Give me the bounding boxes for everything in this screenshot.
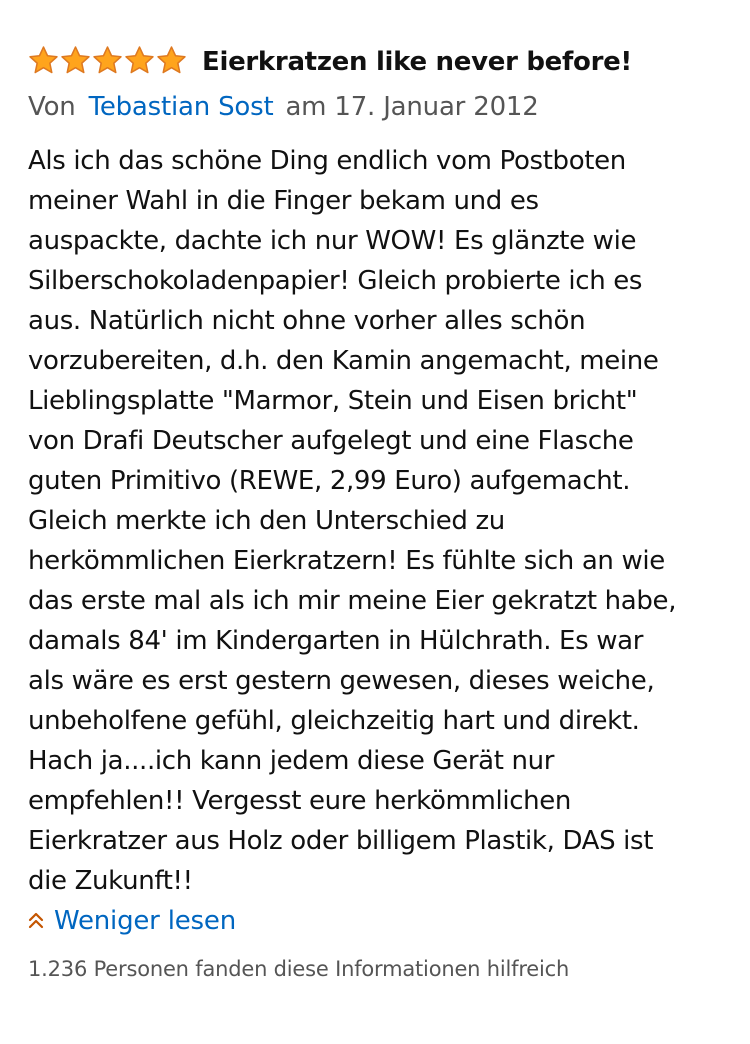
read-less-label[interactable]: Weniger lesen [54, 906, 236, 936]
review-body-line: empfehlen!! Vergesst eure herkömmlichen [28, 786, 572, 816]
review-card [28, 40, 728, 984]
review-body-line: Eierkratzer aus Holz oder billigem Plastik, DAS ist [28, 826, 654, 856]
review-body-line: Lieblingsplatte "Marmor, Stein und Eisen bricht" [28, 386, 638, 416]
review-body-line: Als ich das schöne Ding endlich vom Postboten [28, 146, 626, 176]
double-chevron-up-icon [28, 911, 44, 931]
review-body-line: herkömmlichen Eierkratzern! Es fühlte sich an wie [28, 546, 665, 576]
helpful-count-text: 1.236 Personen fanden diese Informationen hilfreich [28, 957, 570, 981]
review-body-line: unbeholfene gefühl, gleichzeitig hart und direkt. [28, 706, 640, 736]
review-header [28, 40, 728, 80]
review-body-line: aus. Natürlich nicht ohne vorher alles schön [28, 306, 586, 336]
review-body-line: als wäre es erst gestern gewesen, dieses weiche, [28, 666, 655, 696]
review-body-line: Gleich merkte ich den Unterschied zu [28, 506, 505, 536]
review-body-line: meiner Wahl in die Finger bekam und es [28, 186, 539, 216]
read-less-link[interactable] [28, 901, 728, 941]
star-icon [92, 45, 123, 76]
review-title[interactable]: Eierkratzen like never before! [202, 46, 632, 77]
review-body-line: vorzubereiten, d.h. den Kamin angemacht, meine [28, 346, 659, 376]
review-body-line: Silberschokoladenpapier! Gleich probierte ich es [28, 266, 643, 296]
review-body-line: das erste mal als ich mir meine Eier gekratzt habe, [28, 586, 677, 616]
byline-prefix: Von [28, 92, 76, 122]
author-link[interactable]: Tebastian Sost [88, 92, 274, 122]
review-date: am 17. Januar 2012 [285, 92, 539, 122]
review-body-line: damals 84' im Kindergarten in Hülchrath. Es war [28, 626, 644, 656]
review-body-line: von Drafi Deutscher aufgelegt und eine Flasche [28, 426, 634, 456]
review-body-line: guten Primitivo (REWE, 2,99 Euro) aufgemacht. [28, 466, 631, 496]
star-icon [156, 45, 187, 76]
star-icon [60, 45, 91, 76]
star-rating [28, 45, 188, 76]
review-byline [28, 89, 728, 125]
review-body [28, 141, 728, 901]
review-body-line: die Zukunft!! [28, 866, 193, 896]
review-body-line: Hach ja....ich kann jedem diese Gerät nur [28, 746, 555, 776]
review-body-line: auspackte, dachte ich nur WOW! Es glänzte wie [28, 226, 637, 256]
star-icon [124, 45, 155, 76]
star-icon [28, 45, 59, 76]
